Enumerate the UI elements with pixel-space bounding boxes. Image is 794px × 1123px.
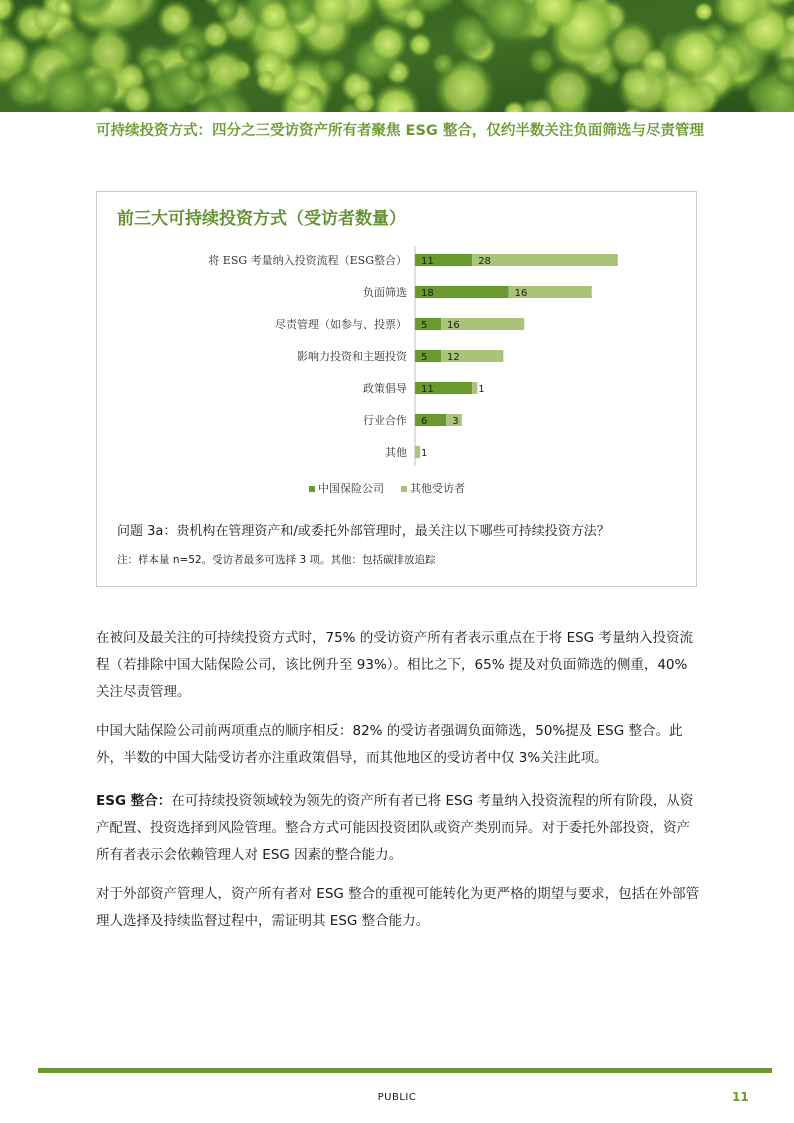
category-label: 行业合作 (363, 414, 407, 427)
legend-label: 其他受访者 (410, 482, 465, 495)
tree-crown (408, 32, 433, 57)
tree-crown (368, 23, 409, 64)
chart-note: 注：样本量 n=52。受访者最多可选择 3 项。其他：包括碳排放追踪 (117, 554, 436, 566)
paragraph-3-lead: ESG 整合： (96, 793, 172, 809)
tree-crown (402, 7, 426, 31)
bar-value-label: 5 (421, 320, 428, 331)
legend-swatch (401, 486, 407, 492)
paragraph-3 (96, 788, 700, 869)
tree-crown (184, 57, 210, 83)
bar-segment (415, 414, 446, 426)
page-number: 11 (732, 1090, 749, 1104)
legend-swatch (309, 486, 315, 492)
category-label: 政策倡导 (363, 382, 407, 395)
tree-crown (85, 28, 134, 77)
tree-crown (32, 5, 59, 32)
question-text (117, 520, 610, 539)
paragraph-1: 在被问及最关注的可持续投资方式时，75% 的受访资产所有者表示重点在于将 ESG 考量纳入投资流程（若排除中国大陆保险公司，该比例升至 93%）。相比之下，65% 提及对负面筛选的侧重，40%关注尽责管理。 (96, 630, 693, 700)
bar-value-label: 1 (478, 384, 485, 395)
tree-crown (668, 24, 724, 80)
bar-value-label: 11 (421, 384, 434, 395)
bar-segment (415, 446, 420, 458)
legend-label: 中国保险公司 (318, 482, 384, 495)
section-heading: 可持续投资方式：四分之三受访资产所有者聚焦 ESG 整合，仅约半数关注负面筛选与尽责管理 (96, 123, 704, 139)
footer-divider (38, 1068, 772, 1073)
category-label: 其他 (385, 446, 407, 459)
forest-canopy-illustration (0, 0, 794, 112)
tree-crown (694, 2, 714, 22)
forest-banner-image (0, 0, 794, 112)
bar-value-label: 28 (478, 256, 491, 267)
chart-title: 前三大可持续投资方式（受访者数量） (117, 209, 406, 229)
bar-value-label: 18 (421, 288, 434, 299)
bar-segment (415, 350, 441, 362)
category-label: 将 ESG 考量纳入投资流程（ESG整合） (208, 254, 407, 267)
bar-value-label: 1 (421, 448, 428, 459)
question-label: 问题 3a： (117, 524, 177, 539)
category-label: 影响力投资和主题投资 (297, 350, 407, 363)
tree-crown (156, 0, 195, 39)
bar-value-label: 6 (421, 416, 428, 427)
paragraph-4: 对于外部资产管理人，资产所有者对 ESG 整合的重视可能转化为更严格的期望与要求，包括在外部管理人选择及持续监督过程中，需证明其 ESG 整合能力。 (96, 886, 700, 929)
paragraph-2: 中国大陆保险公司前两项重点的顺序相反：82% 的受访者强调负面筛选，50%提及 ESG 整合。此外，半数的中国大陆受访者亦注重政策倡导，而其他地区的受访者中仅 3%关注此项。 (96, 723, 683, 766)
paragraph-3-body: 在可持续投资领域较为领先的资产所有者已将 ESG 考量纳入投资流程的所有阶段，从资产配置、投资选择到风险管理。整合方式可能因投资团队或资产类别而异。对于委托外部投资，资产所有者表示会依赖管理人对 ESG 因素的整合能力。 (96, 793, 694, 863)
bar-value-label: 12 (447, 352, 460, 363)
tree-crown (141, 58, 166, 83)
question-body: 贵机构在管理资产和/或委托外部管理时，最关注以下哪些可持续投资方法？ (176, 524, 610, 539)
bar-value-label: 16 (447, 320, 460, 331)
category-label: 尽责管理（如参与、投票） (275, 318, 407, 331)
bar-segment (415, 318, 441, 330)
tree-crown (318, 55, 349, 86)
bar-value-label: 16 (514, 288, 528, 299)
chart-panel (96, 191, 697, 587)
bar-segment (472, 254, 618, 266)
bar-segment (472, 382, 477, 394)
tree-crown (527, 46, 557, 76)
tree-crown (4, 69, 46, 111)
category-label: 负面筛选 (363, 286, 407, 299)
bar-value-label: 5 (421, 352, 428, 363)
bar-value-label: 3 (452, 416, 459, 427)
tree-crown (84, 70, 119, 105)
footer-classification: PUBLIC (377, 1092, 417, 1103)
bar-value-label: 11 (421, 256, 434, 267)
stacked-bar-chart (97, 192, 696, 512)
tree-crown (256, 70, 277, 91)
